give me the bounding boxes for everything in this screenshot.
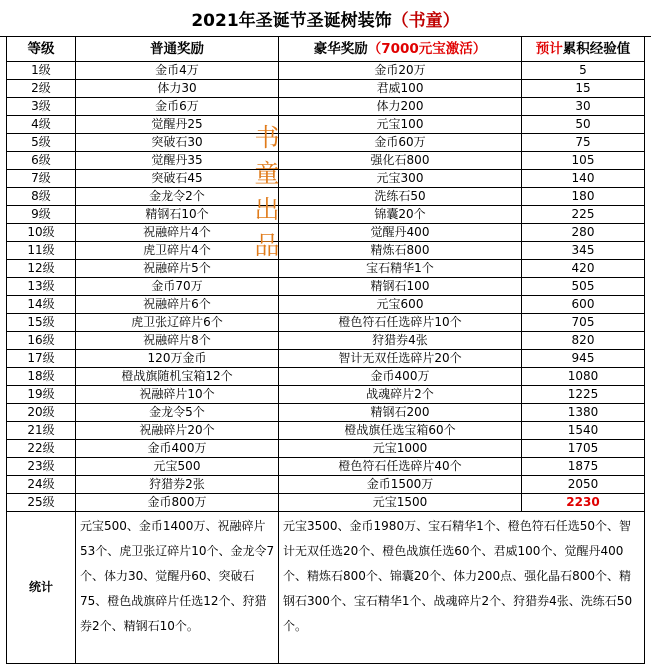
level-cell: 1级 (7, 62, 76, 80)
luxury-reward-cell: 战魂碎片2个 (279, 386, 522, 404)
table-row (7, 476, 645, 494)
exp-cell: 2230 (522, 494, 645, 512)
exp-cell: 705 (522, 314, 645, 332)
luxury-reward-cell: 精钢石200 (279, 404, 522, 422)
level-cell: 14级 (7, 296, 76, 314)
exp-cell: 1380 (522, 404, 645, 422)
header-level: 等级 (7, 37, 76, 62)
luxury-reward-cell: 精炼石800 (279, 242, 522, 260)
normal-reward-cell: 虎卫张辽碎片6个 (76, 314, 279, 332)
table-row (7, 170, 645, 188)
table-row (7, 458, 645, 476)
table-row (7, 332, 645, 350)
level-cell: 15级 (7, 314, 76, 332)
summary-luxury: 元宝3500、金币1980万、宝石精华1个、橙色符石任选50个、智计无双任选20个、橙色战旗任选60个、君威100个、觉醒丹400个、精炼石800个、锦囊20个、体力200点、强化晶石800个、精钢石300个、宝石精华1个、战魂碎片2个、狩猎券4张、洗练石50个。 (279, 512, 645, 664)
luxury-reward-cell: 觉醒丹400 (279, 224, 522, 242)
summary-label: 统计 (7, 512, 76, 664)
table-row (7, 80, 645, 98)
exp-cell: 945 (522, 350, 645, 368)
table-row (7, 350, 645, 368)
luxury-reward-cell: 金币400万 (279, 368, 522, 386)
table-row (7, 98, 645, 116)
normal-reward-cell: 精钢石10个 (76, 206, 279, 224)
level-cell: 25级 (7, 494, 76, 512)
luxury-reward-cell: 橙色符石任选碎片40个 (279, 458, 522, 476)
luxury-reward-cell: 君威100 (279, 80, 522, 98)
level-cell: 5级 (7, 134, 76, 152)
normal-reward-cell: 橙战旗随机宝箱12个 (76, 368, 279, 386)
exp-cell: 50 (522, 116, 645, 134)
exp-cell: 2050 (522, 476, 645, 494)
exp-cell: 600 (522, 296, 645, 314)
normal-reward-cell: 120万金币 (76, 350, 279, 368)
luxury-reward-cell: 金币60万 (279, 134, 522, 152)
luxury-reward-cell: 体力200 (279, 98, 522, 116)
header-luxury-label: 豪华奖励 (313, 40, 368, 57)
luxury-reward-cell: 金币20万 (279, 62, 522, 80)
normal-reward-cell: 觉醒丹35 (76, 152, 279, 170)
luxury-reward-cell: 元宝100 (279, 116, 522, 134)
table-row (7, 422, 645, 440)
level-cell: 18级 (7, 368, 76, 386)
normal-reward-cell: 觉醒丹25 (76, 116, 279, 134)
table-row (7, 314, 645, 332)
normal-reward-cell: 祝融碎片6个 (76, 296, 279, 314)
luxury-reward-cell: 元宝1000 (279, 440, 522, 458)
level-cell: 22级 (7, 440, 76, 458)
exp-cell: 180 (522, 188, 645, 206)
level-cell: 3级 (7, 98, 76, 116)
exp-cell: 1705 (522, 440, 645, 458)
normal-reward-cell: 金币4万 (76, 62, 279, 80)
level-cell: 20级 (7, 404, 76, 422)
normal-reward-cell: 金龙令2个 (76, 188, 279, 206)
exp-cell: 505 (522, 278, 645, 296)
luxury-reward-cell: 智计无双任选碎片20个 (279, 350, 522, 368)
table-row (7, 368, 645, 386)
level-cell: 19级 (7, 386, 76, 404)
normal-reward-cell: 金龙令5个 (76, 404, 279, 422)
luxury-reward-cell: 橙战旗任选宝箱60个 (279, 422, 522, 440)
watermark-char: 出 (254, 195, 280, 224)
summary-normal: 元宝500、金币1400万、祝融碎片53个、虎卫张辽碎片10个、金龙令7个、体力30、觉醒丹60、突破石75、橙色战旗碎片任选12个、狩猎券2个、精钢石10个。 (76, 512, 279, 664)
table-row (7, 206, 645, 224)
normal-reward-cell: 祝融碎片5个 (76, 260, 279, 278)
table-row (7, 386, 645, 404)
watermark-char: 书 (254, 123, 280, 152)
luxury-reward-cell: 橙色符石任选碎片10个 (279, 314, 522, 332)
luxury-reward-cell: 强化石800 (279, 152, 522, 170)
level-cell: 11级 (7, 242, 76, 260)
watermark-text (252, 120, 282, 264)
table-row (7, 224, 645, 242)
exp-cell: 105 (522, 152, 645, 170)
table-row (7, 260, 645, 278)
table-row (7, 116, 645, 134)
table-row (7, 404, 645, 422)
exp-cell: 820 (522, 332, 645, 350)
level-cell: 13级 (7, 278, 76, 296)
level-cell: 21级 (7, 422, 76, 440)
level-cell: 10级 (7, 224, 76, 242)
level-cell: 7级 (7, 170, 76, 188)
level-cell: 24级 (7, 476, 76, 494)
exp-cell: 15 (522, 80, 645, 98)
normal-reward-cell: 突破石45 (76, 170, 279, 188)
luxury-reward-cell: 精钢石100 (279, 278, 522, 296)
exp-cell: 225 (522, 206, 645, 224)
exp-cell: 345 (522, 242, 645, 260)
header-luxury-note: （7000元宝激活） (367, 40, 487, 57)
table-row (7, 188, 645, 206)
level-cell: 17级 (7, 350, 76, 368)
exp-cell: 30 (522, 98, 645, 116)
table-row (7, 296, 645, 314)
normal-reward-cell: 金币400万 (76, 440, 279, 458)
exp-cell: 420 (522, 260, 645, 278)
normal-reward-cell: 祝融碎片20个 (76, 422, 279, 440)
luxury-reward-cell: 元宝300 (279, 170, 522, 188)
exp-cell: 1225 (522, 386, 645, 404)
exp-cell: 1875 (522, 458, 645, 476)
exp-cell: 140 (522, 170, 645, 188)
normal-reward-cell: 金币6万 (76, 98, 279, 116)
title-main: 2021年圣诞节圣诞树装饰 (191, 10, 392, 31)
table-row (7, 278, 645, 296)
title-sub: （书童） (391, 10, 460, 31)
normal-reward-cell: 金币800万 (76, 494, 279, 512)
normal-reward-cell: 祝融碎片4个 (76, 224, 279, 242)
reward-table (6, 36, 645, 664)
level-cell: 12级 (7, 260, 76, 278)
level-cell: 6级 (7, 152, 76, 170)
sheet-title (0, 0, 651, 37)
table-row (7, 62, 645, 80)
luxury-reward-cell: 元宝600 (279, 296, 522, 314)
table-row (7, 440, 645, 458)
luxury-reward-cell: 锦囊20个 (279, 206, 522, 224)
table-row (7, 494, 645, 512)
watermark-char: 品 (254, 231, 280, 260)
watermark-char: 童 (254, 159, 280, 188)
level-cell: 8级 (7, 188, 76, 206)
level-cell: 9级 (7, 206, 76, 224)
table-row (7, 134, 645, 152)
table-row (7, 242, 645, 260)
table-row (7, 152, 645, 170)
exp-cell: 280 (522, 224, 645, 242)
normal-reward-cell: 元宝500 (76, 458, 279, 476)
normal-reward-cell: 虎卫碎片4个 (76, 242, 279, 260)
normal-reward-cell: 祝融碎片10个 (76, 386, 279, 404)
exp-cell: 75 (522, 134, 645, 152)
normal-reward-cell: 突破石30 (76, 134, 279, 152)
level-cell: 23级 (7, 458, 76, 476)
level-cell: 2级 (7, 80, 76, 98)
exp-cell: 1080 (522, 368, 645, 386)
level-cell: 4级 (7, 116, 76, 134)
header-luxury (279, 37, 522, 62)
header-exp (522, 37, 645, 62)
luxury-reward-cell: 狩猎券4张 (279, 332, 522, 350)
luxury-reward-cell: 元宝1500 (279, 494, 522, 512)
normal-reward-cell: 狩猎券2张 (76, 476, 279, 494)
exp-cell: 1540 (522, 422, 645, 440)
luxury-reward-cell: 洗练石50 (279, 188, 522, 206)
normal-reward-cell: 金币70万 (76, 278, 279, 296)
summary-row (7, 512, 645, 664)
normal-reward-cell: 体力30 (76, 80, 279, 98)
luxury-reward-cell: 金币1500万 (279, 476, 522, 494)
header-exp-prefix: 预计 (535, 40, 563, 57)
luxury-reward-cell: 宝石精华1个 (279, 260, 522, 278)
level-cell: 16级 (7, 332, 76, 350)
header-row (7, 37, 645, 62)
header-exp-suffix: 累积经验值 (562, 40, 631, 57)
normal-reward-cell: 祝融碎片8个 (76, 332, 279, 350)
exp-cell: 5 (522, 62, 645, 80)
header-normal: 普通奖励 (76, 37, 279, 62)
